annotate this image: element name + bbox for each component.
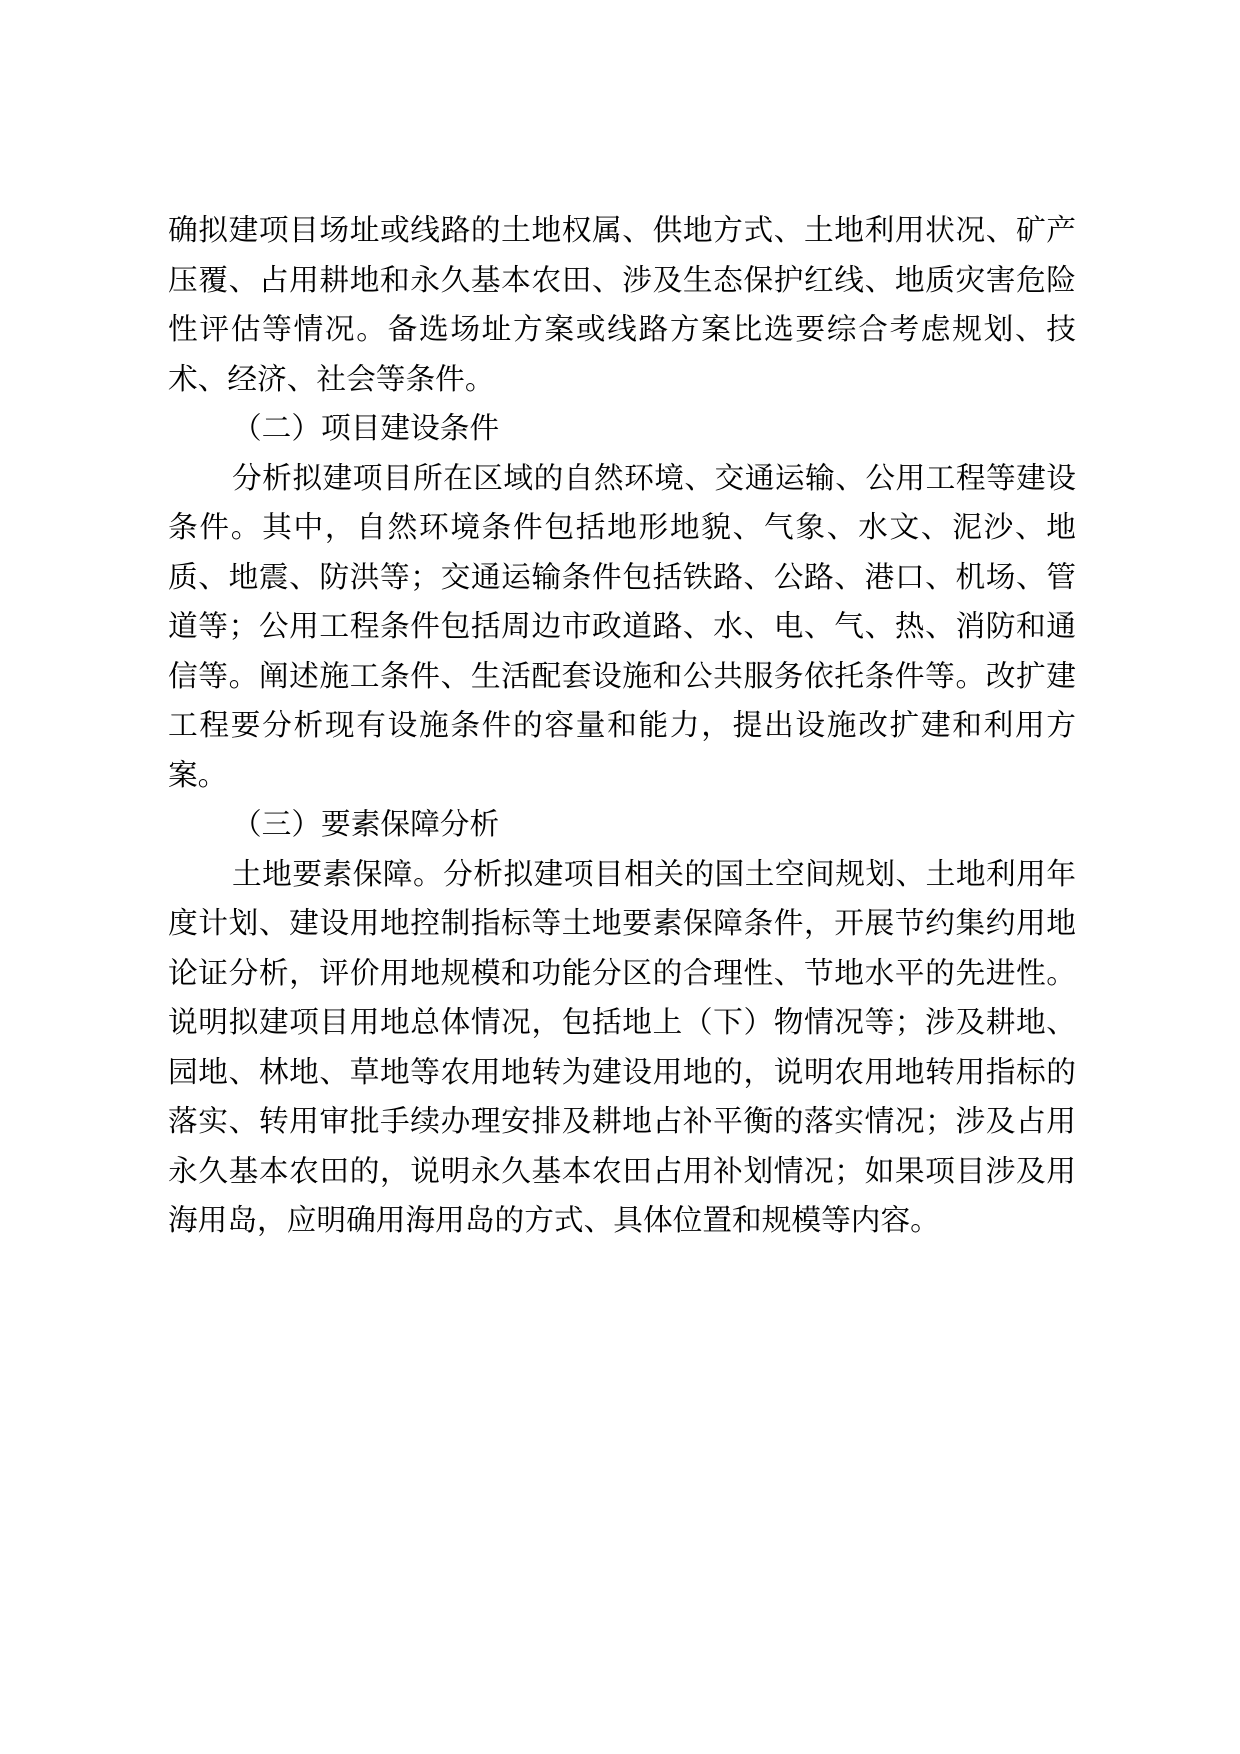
paragraph-site-conditions: 确拟建项目场址或线路的土地权属、供地方式、土地利用状况、矿产压覆、占用耕地和永久基本农田、涉及生态保护红线、地质灾害危险性评估等情况。备选场址方案或线路方案比选要综合考虑规划、技术、经济、社会等条件。 [168, 213, 1076, 397]
paragraph-construction-conditions: 分析拟建项目所在区域的自然环境、交通运输、公用工程等建设条件。其中，自然环境条件包括地形地貌、气象、水文、泥沙、地质、地震、防洪等；交通运输条件包括铁路、公路、港口、机场、管道等；公用工程条件包括周边市政道路、水、电、气、热、消防和通信等。阐述施工条件、生活配套设施和公共服务依托条件等。改扩建工程要分析现有设施条件的容量和能力，提出设施改扩建和利用方案。 [168, 460, 1076, 793]
section-heading-factor-guarantee: （三）要素保障分析 [232, 807, 500, 842]
paragraph-land-factor-guarantee: 土地要素保障。分析拟建项目相关的国土空间规划、土地利用年度计划、建设用地控制指标等土地要素保障条件，开展节约集约用地论证分析，评价用地规模和功能分区的合理性、节地水平的先进性。说明拟建项目用地总体情况，包括地上（下）物情况等；涉及耕地、园地、林地、草地等农用地转为建设用地的，说明农用地转用指标的落实、转用审批手续办理安排及耕地占补平衡的落实情况；涉及占用永久基本农田的，说明永久基本农田占用补划情况；如果项目涉及用海用岛，应明确用海用岛的方式、具体位置和规模等内容。 [168, 856, 1076, 1238]
document-body [168, 206, 1076, 1246]
section-heading-construction-conditions: （二）项目建设条件 [232, 411, 500, 446]
